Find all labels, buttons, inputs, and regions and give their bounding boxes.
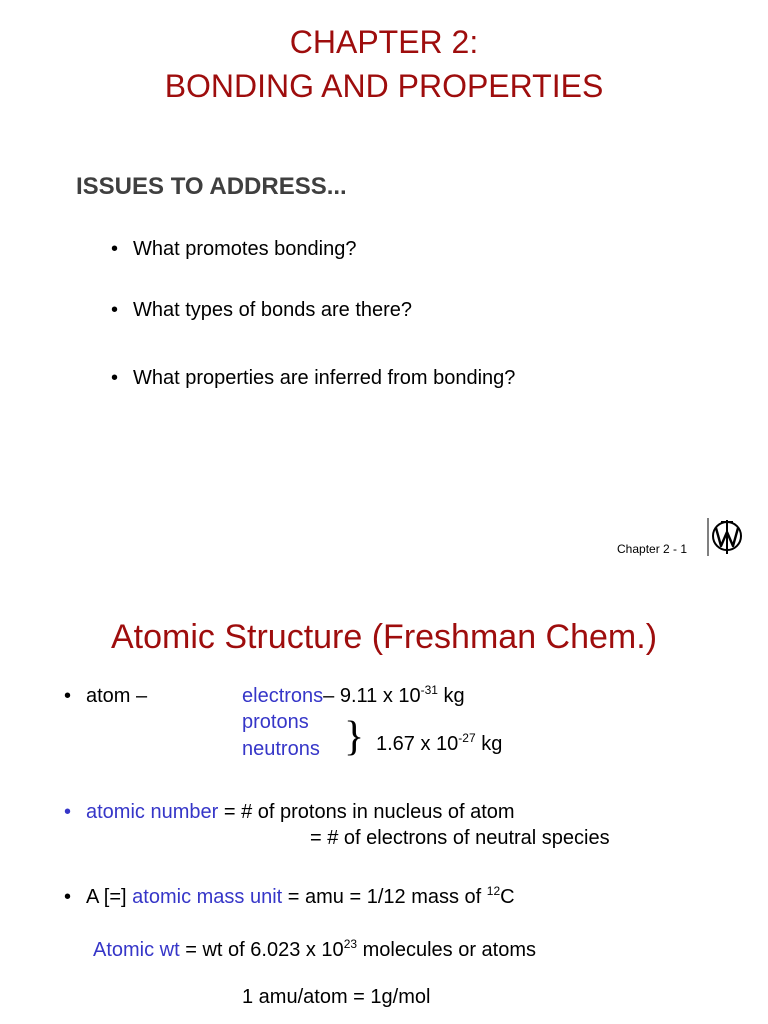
bullet-icon: • bbox=[64, 685, 72, 707]
electrons-term: electrons bbox=[242, 685, 324, 707]
slide1-title-line1: CHAPTER 2: bbox=[289, 24, 479, 60]
amu-term: atomic mass unit bbox=[132, 886, 283, 908]
bullet-icon: • bbox=[111, 299, 119, 321]
bullet-icon: • bbox=[64, 886, 72, 908]
atomic-number-term: atomic number bbox=[86, 801, 219, 823]
amu-conversion: 1 amu/atom = 1g/mol bbox=[242, 986, 431, 1008]
slide1-title-line2: BONDING AND PROPERTIES bbox=[164, 68, 604, 104]
atomic-number-def2: = # of electrons of neutral species bbox=[310, 827, 610, 849]
bullet-item: • What properties are inferred from bonding? bbox=[111, 367, 516, 389]
slide-footer: Chapter 2 - 1 bbox=[617, 542, 688, 556]
bullet-icon: • bbox=[111, 238, 119, 260]
atomic-wt-line: Atomic wt = wt of 6.023 x $10^{23}$ molecules or atoms bbox=[93, 937, 537, 961]
publisher-logo-icon bbox=[707, 516, 745, 558]
bullet-icon: • bbox=[64, 801, 72, 823]
atomic-wt-term: Atomic wt bbox=[93, 939, 180, 961]
brace-symbol: } bbox=[344, 714, 365, 760]
atomic-number-line: • atomic number = # of protons in nucleus of atom bbox=[64, 801, 515, 823]
neutrons-term: neutrons bbox=[242, 738, 320, 760]
amu-line: • A [=] atomic mass unit = amu = 1/12 mass of $^{12}$C bbox=[64, 884, 515, 908]
atom-label: atom – bbox=[86, 685, 148, 707]
bullet-icon: • bbox=[111, 367, 119, 389]
bullet-item: • What promotes bonding? bbox=[111, 238, 357, 260]
bullet-item: • What types of bonds are there? bbox=[111, 299, 413, 321]
protons-term: protons bbox=[242, 711, 309, 733]
issues-heading: ISSUES TO ADDRESS... bbox=[76, 173, 347, 200]
electrons-line: electrons– 9.11 x $10^{-31}$ kg bbox=[242, 683, 465, 707]
nucleon-mass: 1.67 x $10^{-27}$ kg bbox=[376, 731, 503, 755]
slide2-title: Atomic Structure (Freshman Chem.) bbox=[110, 618, 658, 656]
atom-line bbox=[64, 684, 147, 708]
